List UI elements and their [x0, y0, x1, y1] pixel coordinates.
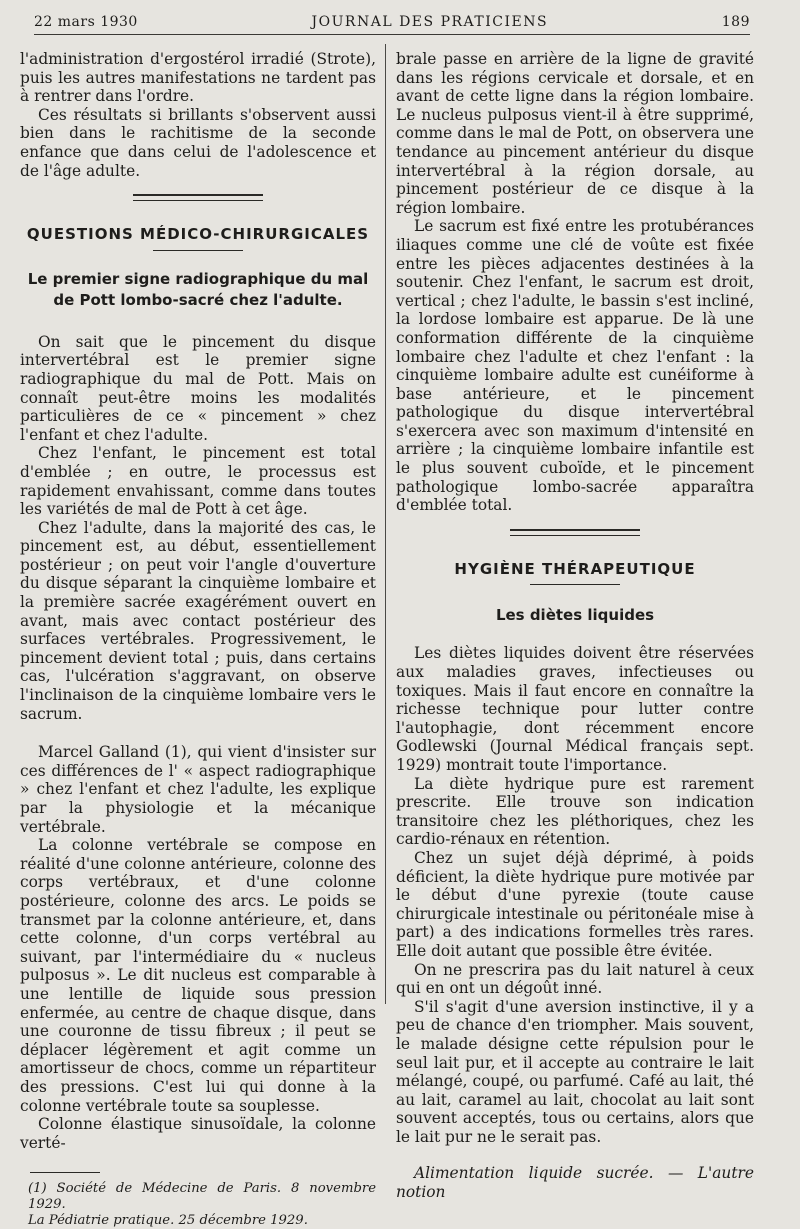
- section-title: QUESTIONS MÉDICO-CHIRURGICALES: [26, 225, 370, 244]
- section-title: HYGIÈNE THÉRAPEUTIQUE: [454, 559, 696, 578]
- paragraph: Ces résultats si brillants s'observent aussi bien dans le rachitisme de la seconde enfance que dans celui de l'adolescence et de l'âge adulte.: [20, 105, 376, 180]
- page-header: [34, 14, 750, 35]
- section-underline: [153, 250, 243, 251]
- paragraph: La colonne vertébrale se compose en réalité d'une colonne antérieure, colonne des corps vertébraux, et d'une colonne postérieure, colonne des arcs. Le poids se transmet par la colonne antérieure, et, dans cette colonne, d'un corps vertébral au suivant, par l'intermédiaire du « nucleus pulposus ». Le dit nucleus est comparable à une lentille de liquide sous pression enfermée, au centre de chaque disque, dans une couronne de tissu fibreux ; il peut se déplacer légèrement et agit comme un amortisseur de chocs, comme un répartiteur des pressions. C'est lui qui donne à la colonne vertébrale toute sa souplesse.: [20, 836, 376, 1115]
- paragraph: S'il s'agit d'une aversion instinctive, il y a peu de chance d'en triompher. Mais souvent, le malade désigne cette répulsion pour le seul lait pur, et il accepte au contraire le lait mélangé, coupé, ou parfumé. Café au lait, thé au lait, caramel au lait, chocolat au lait sont souvent acceptés, tous ou certains, alors que le lait pur ne le serait pas.: [396, 997, 754, 1146]
- footnote-line: La Pédiatrie pratique. 25 décembre 1929.: [28, 1213, 308, 1229]
- paragraph: Les diètes liquides doivent être réservées aux maladies graves, infectieuses ou toxiques. Mais il faut encore en connaître la richesse technique pour lutter contre l'autophagie, dont récemment encore Godlewski (Journal Médical français sept. 1929) montrait toute l'importance.: [396, 644, 754, 774]
- paragraph: Chez un sujet déjà déprimé, à poids déficient, la diète hydrique pure motivée par le début d'une pyrexie (toute cause chirurgicale intestinale ou péritonéale mise à part) a des indications formelles très rares. Elle doit autant que possible être évitée.: [396, 848, 754, 960]
- column-divider: [385, 44, 386, 1004]
- paragraph: Colonne élastique sinusoïdale, la colonne verté-: [20, 1115, 376, 1152]
- article-title: Le premier signe radiographique du mal de Pott lombo-sacré chez l'adulte.: [27, 269, 369, 309]
- paragraph: Chez l'adulte, dans la majorité des cas, le pincement est, au début, essentiellement postérieur ; on peut voir l'angle d'ouverture du disque séparant la cinquième lombaire et la première sacrée exagérément ouvert en avant, mais avec contact postérieur des surfaces vertébrales. Progressivement, le pincement devient total ; puis, dans certains cas, l'ulcération s'aggravant, on observe l'inclinaison de la cinquième lombaire vers le sacrum.: [20, 518, 376, 723]
- footnote: [20, 1181, 376, 1229]
- paragraph: On sait que le pincement du disque intervertébral est le premier signe radiographique du mal de Pott. Mais on connaît peut-être moins les modalités particulières de ce « pincement » chez l'enfant et chez l'adulte.: [20, 332, 376, 444]
- paragraph: Marcel Galland (1), qui vient d'insister sur ces différences de l' « aspect radiographique » chez l'enfant et chez l'adulte, les explique par la physiologie et la mécanique vertébrale.: [20, 743, 376, 836]
- footnote-rule: [30, 1172, 100, 1173]
- header-page-number: 189: [721, 14, 750, 30]
- right-column: [396, 50, 754, 1202]
- paragraph: Chez l'enfant, le pincement est total d'emblée ; en outre, le processus est rapidement envahissant, comme dans toutes les variétés de mal de Pott à cet âge.: [20, 444, 376, 519]
- section-underline: [530, 584, 620, 585]
- paragraph: brale passe en arrière de la ligne de gravité dans les régions cervicale et dorsale, et en avant de cette ligne dans la région lombaire. Le nucleus pulposus vient-il à être supprimé, comme dans le mal de Pott, on observera une tendance au pincement antérieur du disque intervertébral à la région dorsale, au pincement postérieur de ce disque à la région lombaire.: [396, 50, 754, 217]
- paragraph: l'administration d'ergostérol irradié (Strote), puis les autres manifestations ne tardent pas à rentrer dans l'ordre.: [20, 50, 376, 106]
- section-separator: [133, 194, 263, 201]
- paragraph: On ne prescrira pas du lait naturel à ceux qui en ont un dégoût inné.: [396, 960, 754, 998]
- paragraph: Le sacrum est fixé entre les protubérances iliaques comme une clé de voûte est fixée entre les pièces adjacentes destinées à la soutenir. Chez l'enfant, le sacrum est droit, vertical ; chez l'adulte, le bassin s'est incliné, la lordose lombaire est apparue. De là une conformation différente de la cinquième lombaire chez l'adulte et chez l'enfant : la cinquième lombaire adulte est cunéiforme à base antérieure, et le pincement pathologique du disque intervertébral s'exercera avec son maximum d'intensité en arrière ; la cinquième lombaire infantile est le plus souvent cuboïde, et le pincement pathologique lombo-sacrée apparaîtra d'emblée total.: [396, 217, 754, 515]
- paragraph: La diète hydrique pure est rarement prescrite. Elle trouve son indication transitoire chez les pléthoriques, chez les cardio-rénaux en rétention.: [396, 774, 754, 849]
- paragraph: Alimentation liquide sucrée. — L'autre notion: [396, 1164, 754, 1202]
- header-journal-title: JOURNAL DES PRATICIENS: [311, 14, 549, 30]
- header-date: 22 mars 1930: [34, 14, 138, 30]
- section-separator: [510, 529, 640, 536]
- article-title: Les diètes liquides: [495, 606, 655, 625]
- left-column: [20, 50, 376, 1229]
- footnote-line: (1) Société de Médecine de Paris. 8 novembre 1929.: [28, 1181, 376, 1213]
